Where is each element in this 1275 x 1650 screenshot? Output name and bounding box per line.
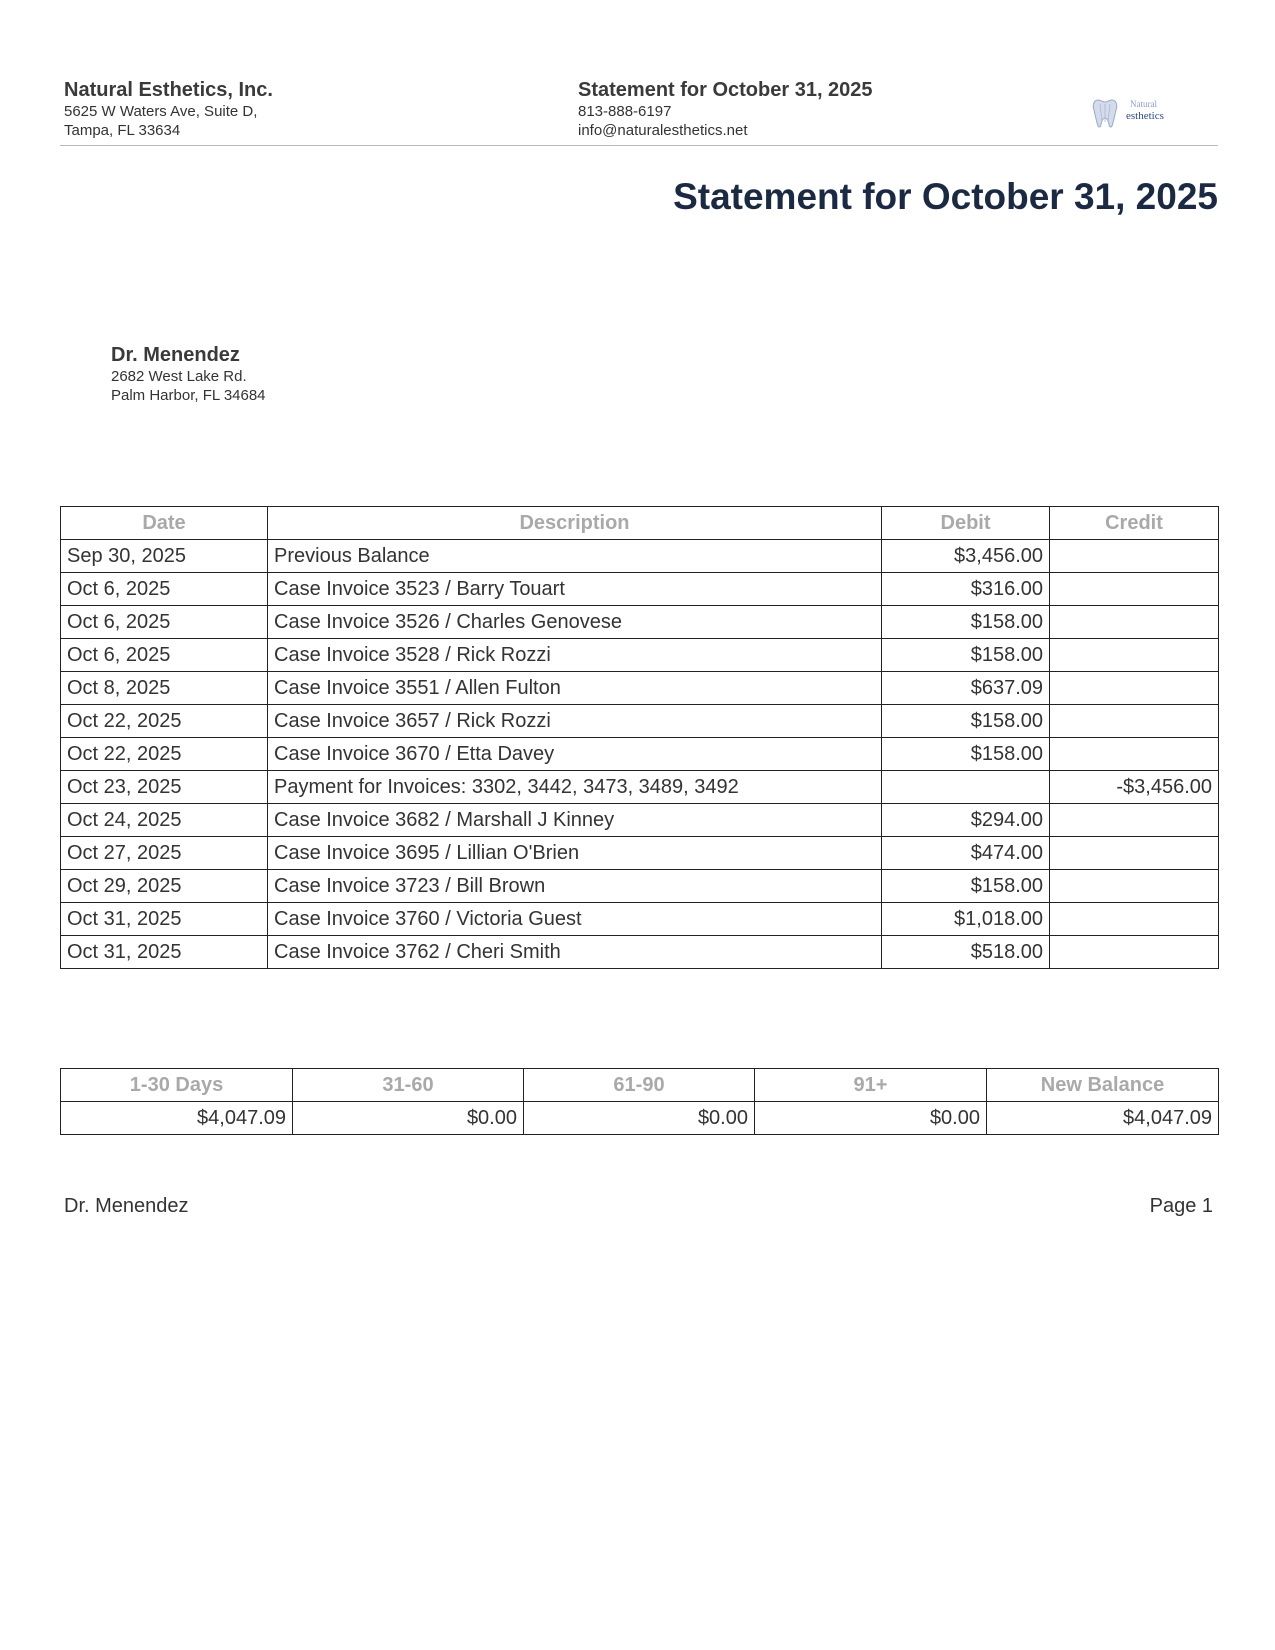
recipient-name: Dr. Menendez — [111, 344, 240, 366]
col-header-credit: Credit — [1050, 507, 1219, 540]
cell-credit — [1050, 573, 1219, 606]
table-row — [61, 870, 1219, 903]
col-header-date: Date — [61, 507, 268, 540]
cell-description: Previous Balance — [268, 540, 882, 573]
svg-text:Natural: Natural — [1130, 99, 1157, 109]
cell-credit: -$3,456.00 — [1050, 771, 1219, 804]
cell-debit: $1,018.00 — [882, 903, 1050, 936]
cell-description: Case Invoice 3760 / Victoria Guest — [268, 903, 882, 936]
cell-description: Case Invoice 3523 / Barry Touart — [268, 573, 882, 606]
cell-credit — [1050, 804, 1219, 837]
table-row — [61, 672, 1219, 705]
aging-value-61-90: $0.00 — [524, 1102, 755, 1135]
aging-value-31-60: $0.00 — [293, 1102, 524, 1135]
footer-page-number: Page 1 — [1149, 1195, 1213, 1217]
company-name: Natural Esthetics, Inc. — [64, 79, 273, 101]
cell-credit — [1050, 837, 1219, 870]
cell-debit: $158.00 — [882, 606, 1050, 639]
cell-date: Oct 27, 2025 — [61, 837, 268, 870]
statement-header-block — [578, 78, 998, 140]
statement-header-title: Statement for October 31, 2025 — [578, 79, 873, 101]
cell-date: Oct 6, 2025 — [61, 606, 268, 639]
aging-value-91-plus: $0.00 — [755, 1102, 987, 1135]
cell-date: Oct 6, 2025 — [61, 573, 268, 606]
cell-credit — [1050, 870, 1219, 903]
company-address-line2: Tampa, FL 33634 — [64, 122, 181, 139]
recipient-address-line2: Palm Harbor, FL 34684 — [111, 387, 266, 404]
cell-date: Oct 22, 2025 — [61, 705, 268, 738]
table-row — [61, 771, 1219, 804]
company-phone: 813-888-6197 — [578, 103, 672, 120]
aging-header-31-60: 31-60 — [293, 1069, 524, 1102]
company-block — [64, 78, 504, 140]
cell-debit: $637.09 — [882, 672, 1050, 705]
aging-value-1-30: $4,047.09 — [61, 1102, 293, 1135]
aging-values-row — [61, 1102, 1219, 1135]
cell-debit — [882, 771, 1050, 804]
cell-date: Oct 6, 2025 — [61, 639, 268, 672]
company-address-line1: 5625 W Waters Ave, Suite D, — [64, 103, 258, 120]
transactions-header-row — [61, 507, 1219, 540]
recipient-address-line1: 2682 West Lake Rd. — [111, 368, 247, 385]
cell-debit: $158.00 — [882, 738, 1050, 771]
cell-credit — [1050, 540, 1219, 573]
cell-credit — [1050, 903, 1219, 936]
cell-debit: $158.00 — [882, 639, 1050, 672]
cell-date: Oct 8, 2025 — [61, 672, 268, 705]
cell-debit: $158.00 — [882, 705, 1050, 738]
col-header-debit: Debit — [882, 507, 1050, 540]
cell-debit: $294.00 — [882, 804, 1050, 837]
cell-description: Case Invoice 3551 / Allen Fulton — [268, 672, 882, 705]
table-row — [61, 573, 1219, 606]
header-divider — [60, 145, 1218, 146]
cell-credit — [1050, 672, 1219, 705]
cell-credit — [1050, 936, 1219, 969]
cell-debit: $3,456.00 — [882, 540, 1050, 573]
cell-debit: $316.00 — [882, 573, 1050, 606]
cell-debit: $158.00 — [882, 870, 1050, 903]
table-row — [61, 936, 1219, 969]
cell-description: Case Invoice 3682 / Marshall J Kinney — [268, 804, 882, 837]
cell-credit — [1050, 606, 1219, 639]
cell-credit — [1050, 738, 1219, 771]
svg-text:esthetics: esthetics — [1126, 110, 1164, 122]
cell-credit — [1050, 639, 1219, 672]
cell-date: Oct 31, 2025 — [61, 903, 268, 936]
cell-description: Case Invoice 3657 / Rick Rozzi — [268, 705, 882, 738]
cell-description: Case Invoice 3670 / Etta Davey — [268, 738, 882, 771]
cell-date: Oct 31, 2025 — [61, 936, 268, 969]
cell-debit: $518.00 — [882, 936, 1050, 969]
aging-header-61-90: 61-90 — [524, 1069, 755, 1102]
col-header-description: Description — [268, 507, 882, 540]
aging-header-row — [61, 1069, 1219, 1102]
tooth-icon — [1090, 92, 1180, 132]
cell-debit: $474.00 — [882, 837, 1050, 870]
table-row — [61, 903, 1219, 936]
recipient-block — [111, 343, 511, 405]
aging-summary-table — [60, 1068, 1219, 1135]
table-row — [61, 837, 1219, 870]
table-row — [61, 804, 1219, 837]
cell-description: Payment for Invoices: 3302, 3442, 3473, 3489, 3492 — [268, 771, 882, 804]
company-logo — [1090, 92, 1180, 132]
cell-date: Oct 29, 2025 — [61, 870, 268, 903]
footer-recipient: Dr. Menendez — [64, 1195, 189, 1217]
table-row — [61, 705, 1219, 738]
page-title: Statement for October 31, 2025 — [673, 176, 1218, 217]
transactions-table — [60, 506, 1219, 969]
cell-date: Sep 30, 2025 — [61, 540, 268, 573]
cell-date: Oct 22, 2025 — [61, 738, 268, 771]
aging-header-91-plus: 91+ — [755, 1069, 987, 1102]
table-row — [61, 606, 1219, 639]
cell-description: Case Invoice 3723 / Bill Brown — [268, 870, 882, 903]
cell-description: Case Invoice 3762 / Cheri Smith — [268, 936, 882, 969]
cell-description: Case Invoice 3695 / Lillian O'Brien — [268, 837, 882, 870]
cell-date: Oct 23, 2025 — [61, 771, 268, 804]
table-row — [61, 738, 1219, 771]
aging-value-new-balance: $4,047.09 — [987, 1102, 1219, 1135]
cell-description: Case Invoice 3528 / Rick Rozzi — [268, 639, 882, 672]
company-email: info@naturalesthetics.net — [578, 122, 748, 139]
table-row — [61, 639, 1219, 672]
cell-date: Oct 24, 2025 — [61, 804, 268, 837]
aging-header-1-30: 1-30 Days — [61, 1069, 293, 1102]
aging-header-new-balance: New Balance — [987, 1069, 1219, 1102]
cell-credit — [1050, 705, 1219, 738]
table-row — [61, 540, 1219, 573]
cell-description: Case Invoice 3526 / Charles Genovese — [268, 606, 882, 639]
